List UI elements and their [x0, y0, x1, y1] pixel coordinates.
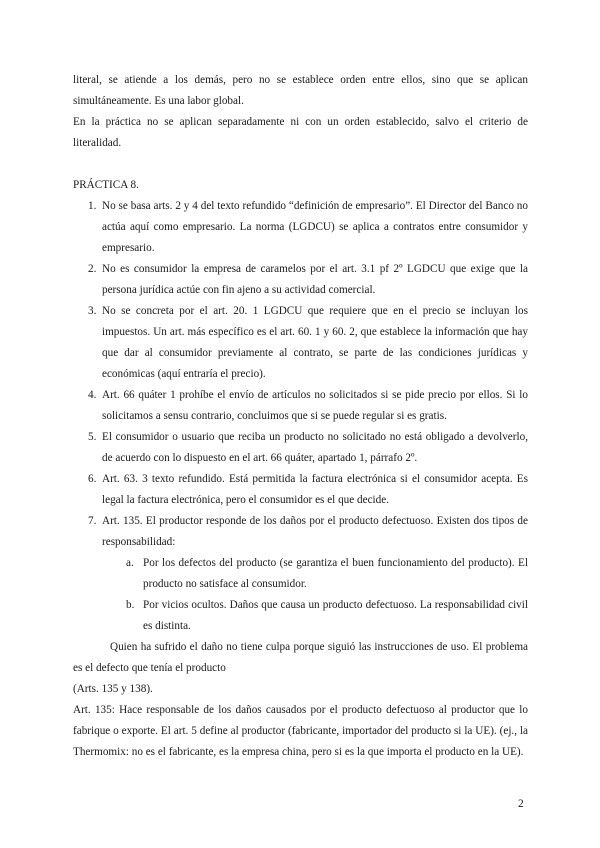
sublist-item-text: Por los defectos del producto (se garantiza el buen funcionamiento del producto). El producto no satisface al consumidor.	[143, 557, 528, 590]
list-item	[73, 385, 528, 427]
sublist-letter: a.	[126, 557, 134, 569]
sublist-letter: b.	[126, 599, 135, 611]
sublist-item	[73, 595, 528, 637]
list-number: 6.	[88, 473, 97, 485]
list-item-text: Art. 135. El productor responde de los daños por el producto defectuoso. Existen dos tipos de responsabilidad:	[102, 515, 528, 548]
list-item	[73, 259, 528, 301]
list-item-text: No es consumidor la empresa de caramelos por el art. 3.1 pf 2º LGDCU que exige que la persona jurídica actúe con fin ajeno a su actividad comercial.	[102, 263, 528, 296]
list-item-text: No se basa arts. 2 y 4 del texto refundido “definición de empresario”. El Director del Banco no actúa aquí como empresario. La norma (LGDCU) se aplica a contratos entre consumidor y empresario.	[102, 200, 528, 254]
page-number: 2	[518, 798, 524, 810]
list-item	[73, 196, 528, 259]
list-item-text: Art. 63. 3 texto refundido. Está permitida la factura electrónica si el consumidor acepta. Es legal la factura electrónica, pero el consumidor es el que decide.	[102, 473, 528, 506]
list-number: 4.	[88, 389, 97, 401]
list-number: 2.	[88, 263, 97, 275]
list-number: 7.	[88, 515, 97, 527]
numbered-list	[73, 196, 528, 553]
list-item-text: No se concreta por el art. 20. 1 LGDCU que requiere que en el precio se incluyan los impuestos. Un art. más específico es el art. 60. 1 y 60. 2, que establece la información que hay que dar al consumidor previamente al contrato, se parte de las condiciones jurídicas y económicas (aquí entraría el precio).	[102, 305, 528, 380]
sublist-item	[73, 553, 528, 595]
list-item	[73, 427, 528, 469]
list-item-text: Art. 66 quáter 1 prohíbe el envío de artículos no solicitados si se pide precio por ellos. Si lo solicitamos a sensu contrario, concluimos que si se puede regular si es gratis.	[102, 389, 528, 422]
intro-paragraph-1: literal, se atiende a los demás, pero no se establece orden entre ellos, sino que se aplican simultáneamente. Es una labor global.	[73, 74, 528, 107]
lettered-sublist	[73, 553, 528, 637]
document-body	[73, 70, 528, 763]
list-item-text: El consumidor o usuario que reciba un producto no solicitado no está obligado a devolverlo, de acuerdo con lo dispuesto en el art. 66 quáter, apartado 1, párrafo 2º.	[102, 431, 528, 464]
list-item	[73, 301, 528, 385]
spacer	[73, 154, 528, 175]
list-number: 3.	[88, 305, 97, 317]
after-paragraph-1: Quien ha sufrido el daño no tiene culpa porque siguió las instrucciones de uso. El problema es el defecto que tenía el producto	[73, 641, 528, 674]
after-paragraph-2: (Arts. 135 y 138).	[73, 683, 153, 695]
list-item	[73, 469, 528, 511]
list-number: 5.	[88, 431, 97, 443]
after-paragraph-3: Art. 135: Hace responsable de los daños causados por el producto defectuoso al productor que lo fabrique o exporte. El art. 5 define al productor (fabricante, importador del producto si la UE). (ej., la Thermomix: no es el fabricante, es la empresa china, pero si es la que importa el producto en la UE).	[73, 704, 528, 758]
intro-paragraph-2: En la práctica no se aplican separadamente ni con un orden establecido, salvo el criterio de literalidad.	[73, 116, 528, 149]
list-item	[73, 511, 528, 553]
list-number: 1.	[88, 200, 97, 212]
section-title: PRÁCTICA 8.	[73, 179, 139, 191]
sublist-item-text: Por vicios ocultos. Daños que causa un producto defectuoso. La responsabilidad civil es distinta.	[143, 599, 528, 632]
